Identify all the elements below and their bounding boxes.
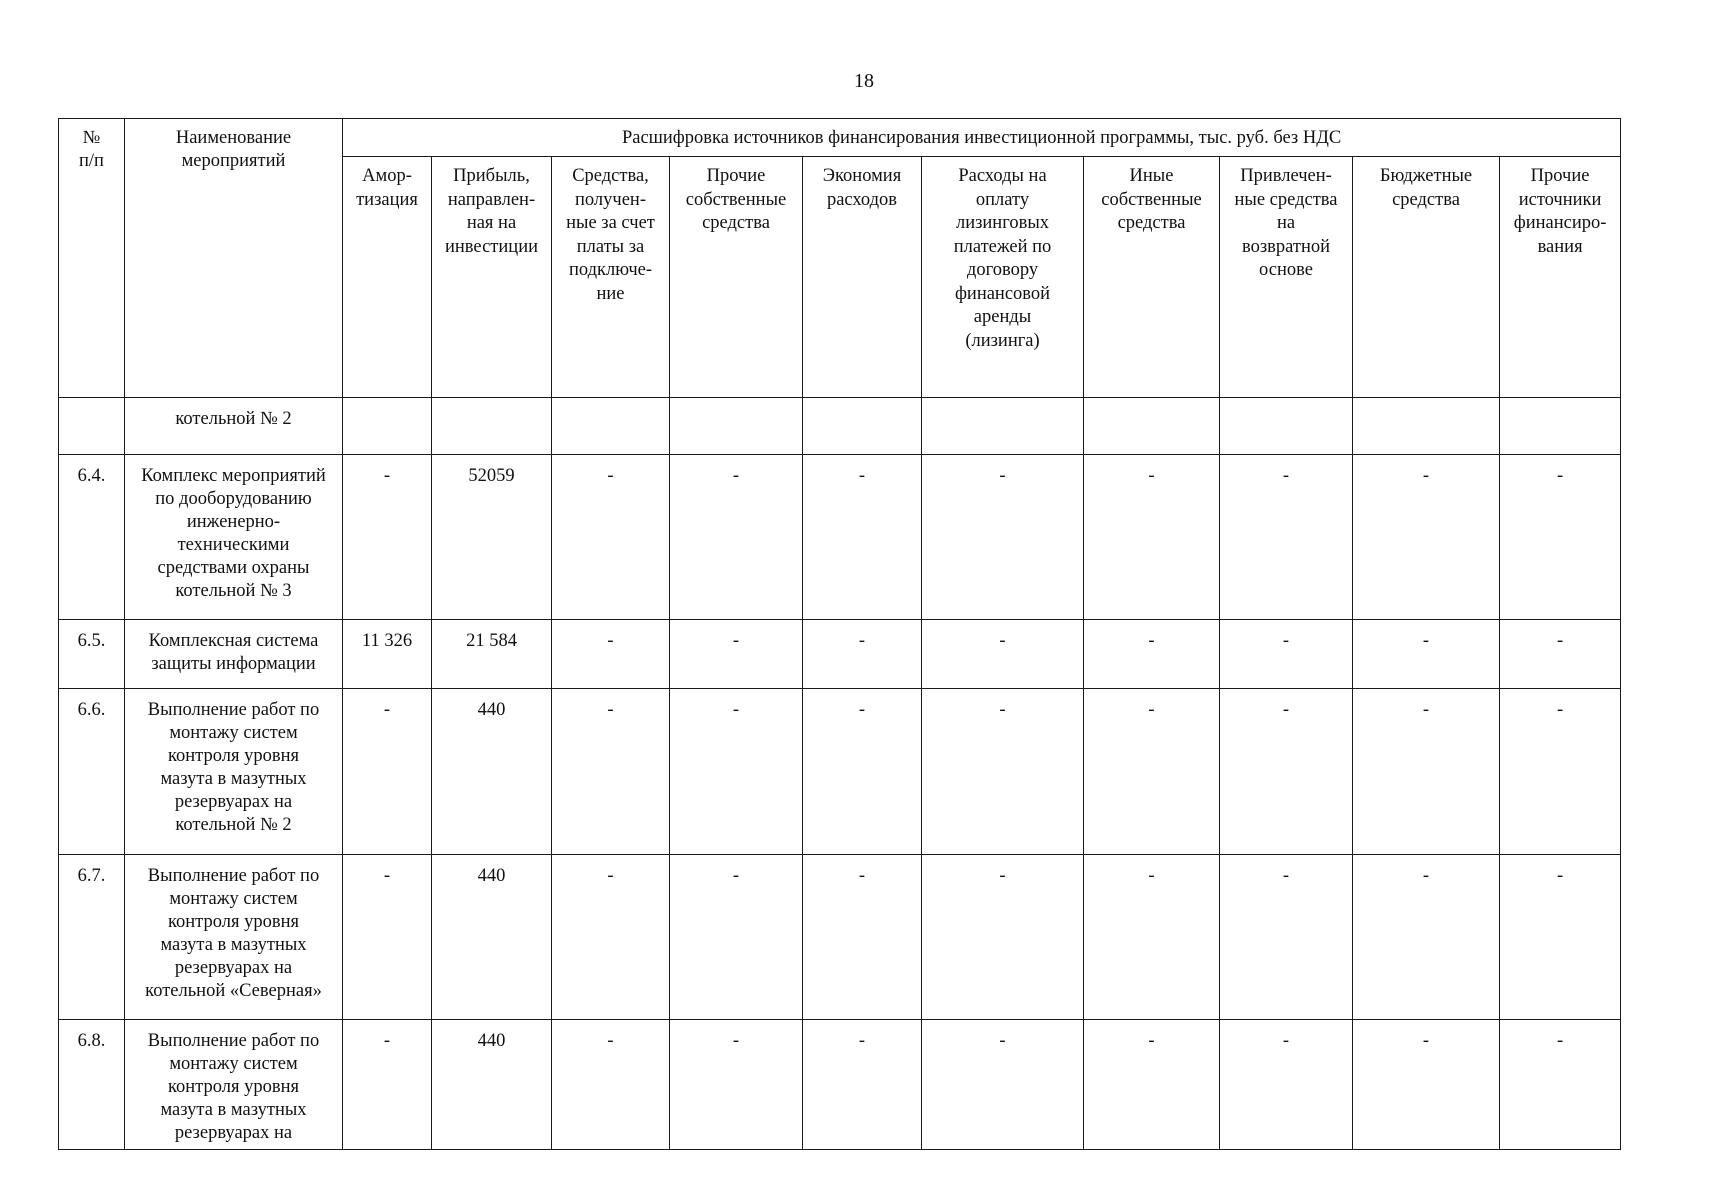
- cell-value: -: [1084, 855, 1220, 1020]
- header-col-amortization: Амор- тизация: [343, 157, 432, 398]
- header-num: № п/п: [59, 119, 125, 398]
- cell-value: -: [922, 455, 1084, 620]
- cell-value: -: [670, 455, 803, 620]
- row-name: Комплекс мероприятий по дооборудованию инженерно- техническими средствами охраны котельной № 3: [125, 455, 343, 620]
- cell-value: -: [803, 689, 922, 855]
- cell-value: [1500, 398, 1621, 455]
- table-row: [59, 620, 1621, 689]
- table-row: [59, 1020, 1621, 1150]
- row-name: Выполнение работ по монтажу систем контроля уровня мазута в мазутных резервуарах на котельной № 2: [125, 689, 343, 855]
- cell-value: [1220, 398, 1353, 455]
- cell-value: -: [922, 620, 1084, 689]
- cell-value: -: [343, 689, 432, 855]
- cell-value: 440: [432, 1020, 552, 1150]
- cell-value: -: [803, 1020, 922, 1150]
- row-num: 6.8.: [59, 1020, 125, 1150]
- cell-value: -: [670, 689, 803, 855]
- cell-value: -: [1500, 689, 1621, 855]
- cell-value: -: [1353, 1020, 1500, 1150]
- cell-value: 52059: [432, 455, 552, 620]
- cell-value: 11 326: [343, 620, 432, 689]
- cell-value: 440: [432, 689, 552, 855]
- cell-value: -: [1500, 455, 1621, 620]
- row-name: Выполнение работ по монтажу систем контроля уровня мазута в мазутных резервуарах на: [125, 1020, 343, 1150]
- cell-value: -: [922, 1020, 1084, 1150]
- cell-value: -: [1353, 689, 1500, 855]
- header-col-other-sources: Прочие источники финансиро- вания: [1500, 157, 1621, 398]
- cell-value: -: [670, 1020, 803, 1150]
- row-name: Комплексная система защиты информации: [125, 620, 343, 689]
- cell-value: -: [803, 620, 922, 689]
- header-col-profit: Прибыль, направлен- ная на инвестиции: [432, 157, 552, 398]
- cell-value: -: [552, 455, 670, 620]
- cell-value: [343, 398, 432, 455]
- cell-value: -: [343, 455, 432, 620]
- table-row: [59, 689, 1621, 855]
- cell-value: -: [1220, 455, 1353, 620]
- cell-value: [432, 398, 552, 455]
- cell-value: -: [1220, 620, 1353, 689]
- cell-value: -: [1220, 855, 1353, 1020]
- row-num: [59, 398, 125, 455]
- cell-value: [803, 398, 922, 455]
- cell-value: -: [1220, 689, 1353, 855]
- row-name: котельной № 2: [125, 398, 343, 455]
- cell-value: -: [1084, 1020, 1220, 1150]
- cell-value: [1353, 398, 1500, 455]
- page-number: 18: [854, 70, 874, 92]
- cell-value: -: [1500, 1020, 1621, 1150]
- row-num: 6.7.: [59, 855, 125, 1020]
- cell-value: -: [343, 1020, 432, 1150]
- cell-value: [670, 398, 803, 455]
- header-name: Наименование мероприятий: [125, 119, 343, 398]
- cell-value: -: [1084, 620, 1220, 689]
- header-col-connection-fees: Средства, получен- ные за счет платы за подключе- ние: [552, 157, 670, 398]
- cell-value: [552, 398, 670, 455]
- table-row: [59, 855, 1621, 1020]
- cell-value: -: [1500, 620, 1621, 689]
- cell-value: -: [552, 689, 670, 855]
- header-financing-group: Расшифровка источников финансирования инвестиционной программы, тыс. руб. без НДС: [343, 119, 1621, 157]
- cell-value: -: [1500, 855, 1621, 1020]
- cell-value: -: [922, 689, 1084, 855]
- cell-value: -: [803, 855, 922, 1020]
- header-col-budget: Бюджетные средства: [1353, 157, 1500, 398]
- cell-value: -: [670, 620, 803, 689]
- cell-value: -: [1353, 455, 1500, 620]
- row-num: 6.5.: [59, 620, 125, 689]
- cell-value: [922, 398, 1084, 455]
- cell-value: 21 584: [432, 620, 552, 689]
- table-row: [59, 455, 1621, 620]
- cell-value: -: [922, 855, 1084, 1020]
- row-num: 6.4.: [59, 455, 125, 620]
- cell-value: -: [343, 855, 432, 1020]
- cell-value: -: [1220, 1020, 1353, 1150]
- cell-value: -: [1353, 855, 1500, 1020]
- header-col-leasing: Расходы на оплату лизинговых платежей по договору финансовой аренды (лизинга): [922, 157, 1084, 398]
- cell-value: -: [1353, 620, 1500, 689]
- investment-financing-table: [58, 118, 1621, 1150]
- header-col-other-own: Прочие собственные средства: [670, 157, 803, 398]
- header-col-other-own-funds: Иные собственные средства: [1084, 157, 1220, 398]
- cell-value: -: [552, 855, 670, 1020]
- cell-value: -: [552, 1020, 670, 1150]
- table-header-group-row: [59, 119, 1621, 157]
- row-num: 6.6.: [59, 689, 125, 855]
- cell-value: -: [670, 855, 803, 1020]
- cell-value: -: [1084, 455, 1220, 620]
- row-name: Выполнение работ по монтажу систем контроля уровня мазута в мазутных резервуарах на котельной «Северная»: [125, 855, 343, 1020]
- header-col-borrowed: Привлечен- ные средства на возвратной основе: [1220, 157, 1353, 398]
- cell-value: 440: [432, 855, 552, 1020]
- cell-value: [1084, 398, 1220, 455]
- cell-value: -: [552, 620, 670, 689]
- table-row: [59, 398, 1621, 455]
- cell-value: -: [1084, 689, 1220, 855]
- header-col-savings: Экономия расходов: [803, 157, 922, 398]
- cell-value: -: [803, 455, 922, 620]
